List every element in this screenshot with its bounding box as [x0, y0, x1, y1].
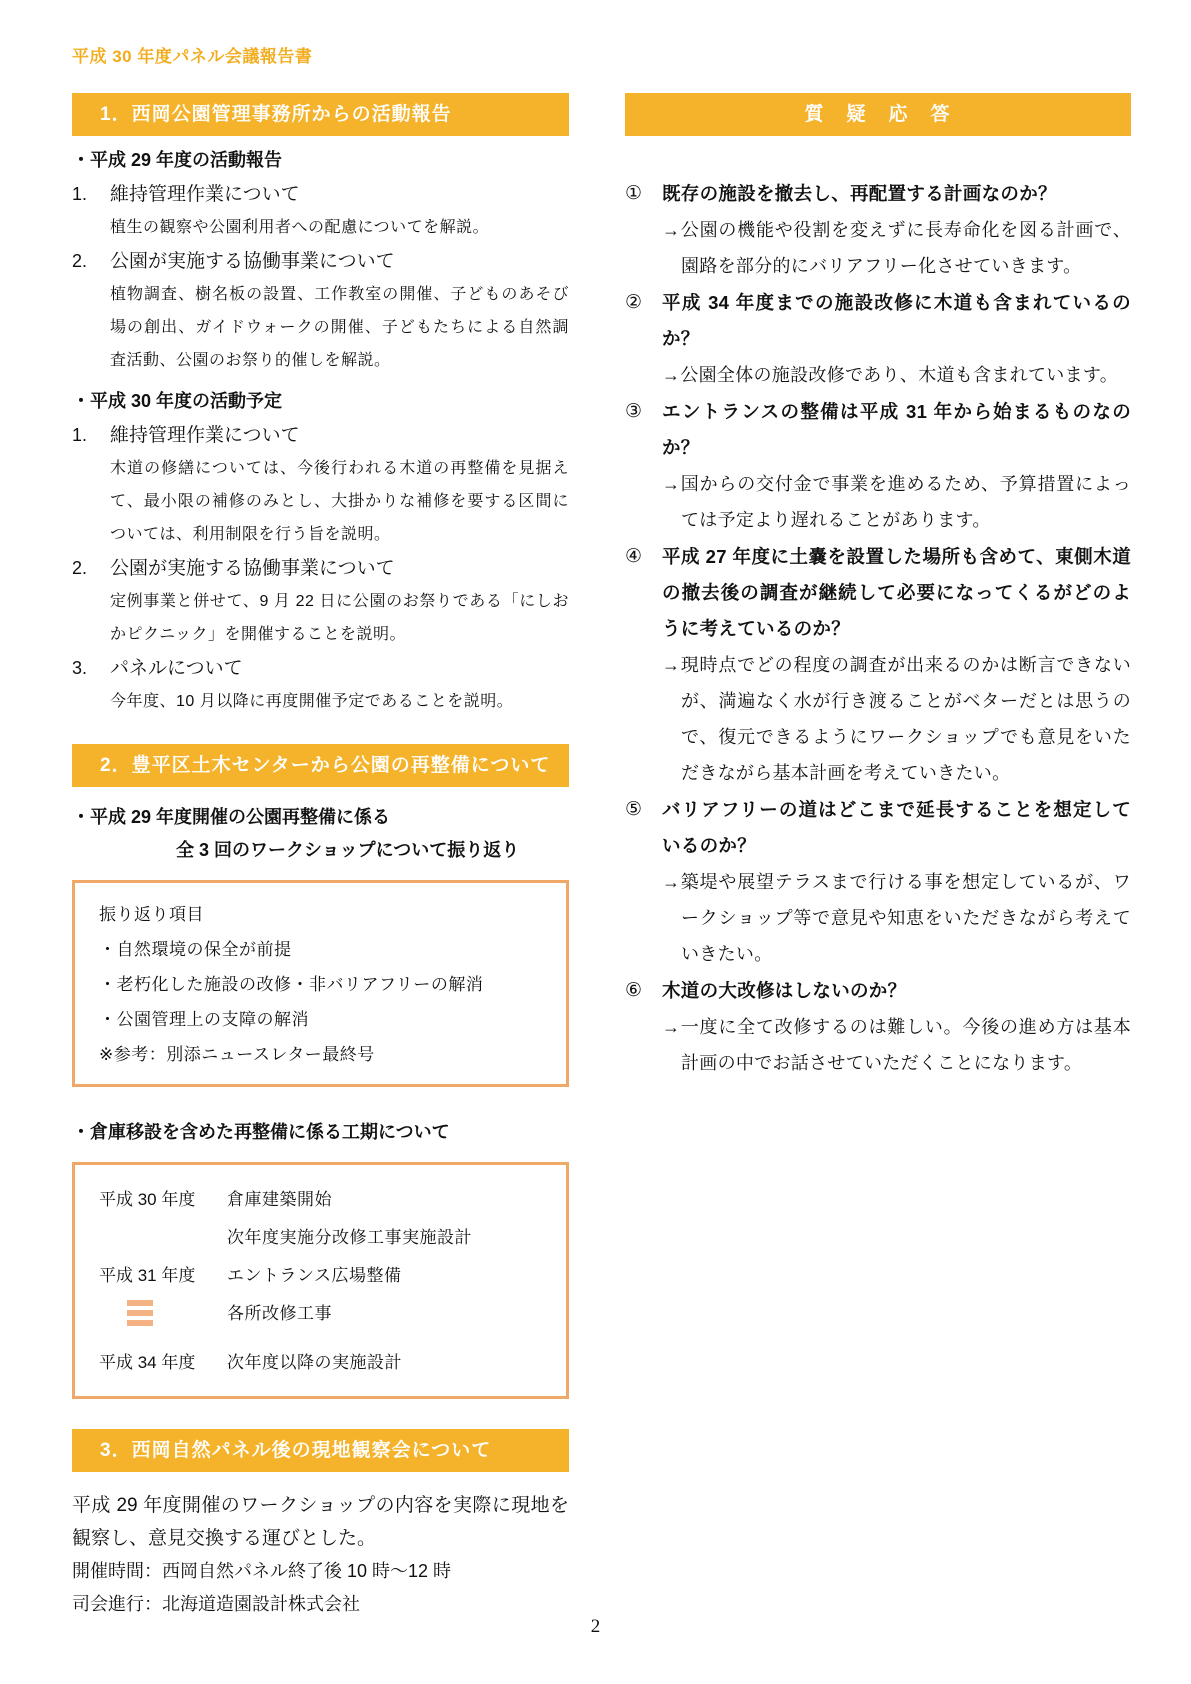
- continuation-bars-icon: [127, 1300, 153, 1330]
- qa-question: バリアフリーの道はどこまで延長することを想定しているのか？: [662, 799, 1131, 856]
- list-item-title: パネルについて: [110, 658, 243, 679]
- list-item-title: 維持管理作業について: [110, 425, 300, 446]
- list-item-number: 2.: [72, 558, 88, 578]
- qa-question: 木道の大改修はしないのか？: [662, 980, 907, 1001]
- section-3-body: 平成 29 年度開催のワークショップの内容を実際に現地を観察し、意見交換する運びとした。: [72, 1495, 569, 1549]
- document-title: 平成 30 年度パネル会議報告書: [72, 47, 313, 66]
- qa-item-number: ①: [625, 183, 643, 204]
- qa-item-number: ②: [625, 292, 643, 313]
- qa-answer: →公園全体の施設改修であり、木道も含まれています。: [662, 365, 1119, 385]
- list-item-number: 1.: [72, 184, 88, 204]
- review-box-note: ※参考：別添ニュースレター最終号: [99, 1045, 375, 1064]
- section-3-header: 3．西岡自然パネル後の現地観察会について: [72, 1429, 569, 1472]
- qa-item-number: ③: [625, 401, 643, 422]
- schedule-task: 次年度以降の実施設計: [227, 1353, 402, 1372]
- qa-item-body: [662, 285, 1131, 393]
- list-item-body: [110, 652, 569, 718]
- qa-item-body: [662, 394, 1131, 538]
- qa-item-body: [662, 539, 1131, 791]
- qa-item-number: ⑤: [625, 799, 643, 820]
- review-box-item: ・自然環境の保全が前提: [99, 940, 292, 959]
- qa-item-body: [662, 792, 1131, 972]
- schedule-task: 各所改修工事: [227, 1304, 332, 1323]
- list-item-title: 公園が実施する協働事業について: [110, 251, 395, 272]
- qa-item: [625, 539, 1131, 791]
- qa-answer: →公園の機能や役割を変えずに長寿命化を図る計画で、園路を部分的にバリアフリー化させていきます。: [662, 220, 1131, 276]
- schedule-task: エントランス広場整備: [227, 1266, 402, 1285]
- qa-item: [625, 792, 1131, 972]
- qa-section-header: 質 疑 応 答: [625, 93, 1131, 136]
- list-item-body: [110, 419, 569, 551]
- qa-item-number: ⑥: [625, 980, 643, 1001]
- section-2-header: 2．豊平区土木センターから公園の再整備について: [72, 744, 569, 787]
- schedule-task: 次年度実施分改修工事実施設計: [227, 1228, 472, 1247]
- qa-answer: →現時点でどの程度の調査が出来るのかは断言できないが、満遍なく水が行き渡ることがベターだとは思うので、復元できるようにワークショップでも意見をいただきながら基本計画を考えていきたい。: [662, 655, 1131, 783]
- qa-question: 既存の施設を撤去し、再配置する計画なのか？: [662, 183, 1057, 204]
- schedule-year: 平成 30 年度: [99, 1190, 196, 1209]
- schedule-row: [99, 1295, 554, 1344]
- list-item-title: 維持管理作業について: [110, 184, 300, 205]
- qa-question: エントランスの整備は平成 31 年から始まるものなのか？: [662, 401, 1131, 458]
- list-item-description: 木道の修繕については、今後行われる木道の再整備を見据えて、最小限の補修のみとし、大掛かりな補修を要する区間については、利用制限を行う旨を説明。: [110, 460, 569, 543]
- qa-item: [625, 176, 1131, 284]
- review-heading-line2: 全 3 回のワークショップについて振り返り: [176, 840, 520, 860]
- list-item-number: 2.: [72, 251, 88, 271]
- qa-answer: →一度に全て改修するのは難しい。今後の進め方は基本計画の中でお話させていただくことになります。: [662, 1017, 1131, 1073]
- two-column-layout: [72, 93, 1131, 1621]
- subsection-heading-h30-plan: ・平成 30 年度の活動予定: [72, 391, 283, 411]
- schedule-year: 平成 31 年度: [99, 1266, 196, 1285]
- page-number: 2: [590, 1616, 601, 1637]
- list-item-description: 定例事業と併せて、9 月 22 日に公園のお祭りである「にしおかピクニック」を開催することを説明。: [110, 593, 569, 643]
- schedule-task: 倉庫建築開始: [227, 1190, 332, 1209]
- schedule-heading: ・倉庫移設を含めた再整備に係る工期について: [72, 1122, 450, 1142]
- list-item: [72, 552, 569, 651]
- list-item-body: [110, 245, 569, 377]
- subsection-heading-h29-report: ・平成 29 年度の活動報告: [72, 150, 283, 170]
- list-item-body: [110, 178, 569, 244]
- qa-answer: →築堤や展望テラスまで行ける事を想定しているが、ワークショップ等で意見や知恵をいただきながら考えていきたい。: [662, 872, 1131, 964]
- list-item-number: 3.: [72, 658, 88, 678]
- review-box-title: 振り返り項目: [99, 905, 204, 924]
- review-box-item: ・公園管理上の支障の解消: [99, 1010, 309, 1029]
- qa-item-number: ④: [625, 546, 643, 567]
- list-item: [72, 419, 569, 551]
- schedule-year: 平成 34 年度: [99, 1353, 196, 1372]
- list-item-body: [110, 552, 569, 651]
- section-1-header: 1．西岡公園管理事務所からの活動報告: [72, 93, 569, 136]
- list-item-title: 公園が実施する協働事業について: [110, 558, 395, 579]
- qa-item: [625, 973, 1131, 1081]
- schedule-row: [99, 1257, 554, 1295]
- qa-question: 平成 34 年度までの施設改修に木道も含まれているのか？: [662, 292, 1131, 349]
- qa-question: 平成 27 年度に土嚢を設置した場所も含めて、東側木道の撤去後の調査が継続して必要になってくるがどのように考えているのか？: [662, 546, 1131, 639]
- list-item-description: 植生の観察や公園利用者への配慮についてを解説。: [110, 219, 490, 236]
- list-item: [72, 245, 569, 377]
- qa-item: [625, 394, 1131, 538]
- list-item: [72, 652, 569, 718]
- qa-item-body: [662, 973, 1131, 1081]
- qa-item: [625, 285, 1131, 393]
- list-item-description: 植物調査、樹名板の設置、工作教室の開催、子どものあそび場の創出、ガイドウォークの開催、子どもたちによる自然調査活動、公園のお祭り的催しを解説。: [110, 286, 569, 369]
- review-heading-line1: ・平成 29 年度開催の公園再整備に係る: [72, 807, 391, 827]
- schedule-year-icon-cell: [99, 1295, 227, 1344]
- qa-item-body: [662, 176, 1131, 284]
- qa-list: [625, 176, 1131, 1081]
- right-column: [625, 93, 1131, 1082]
- left-column: [72, 93, 569, 1621]
- review-items-box: [72, 880, 569, 1087]
- section-3-time: 開催時間：西岡自然パネル終了後 10 時～12 時: [72, 1561, 452, 1581]
- section-3-host: 司会進行：北海道造園設計株式会社: [72, 1594, 360, 1614]
- schedule-row: [99, 1344, 554, 1382]
- list-item-number: 1.: [72, 425, 88, 445]
- qa-answer: →国からの交付金で事業を進めるため、予算措置によっては予定より遅れることがあります。: [662, 474, 1131, 530]
- review-box-item: ・老朽化した施設の改修・非バリアフリーの解消: [99, 975, 484, 994]
- list-item-description: 今年度、10 月以降に再度開催予定であることを説明。: [110, 693, 514, 710]
- schedule-year: [99, 1219, 227, 1257]
- list-item: [72, 178, 569, 244]
- schedule-row: [99, 1181, 554, 1219]
- schedule-box: [72, 1162, 569, 1399]
- schedule-row: [99, 1219, 554, 1257]
